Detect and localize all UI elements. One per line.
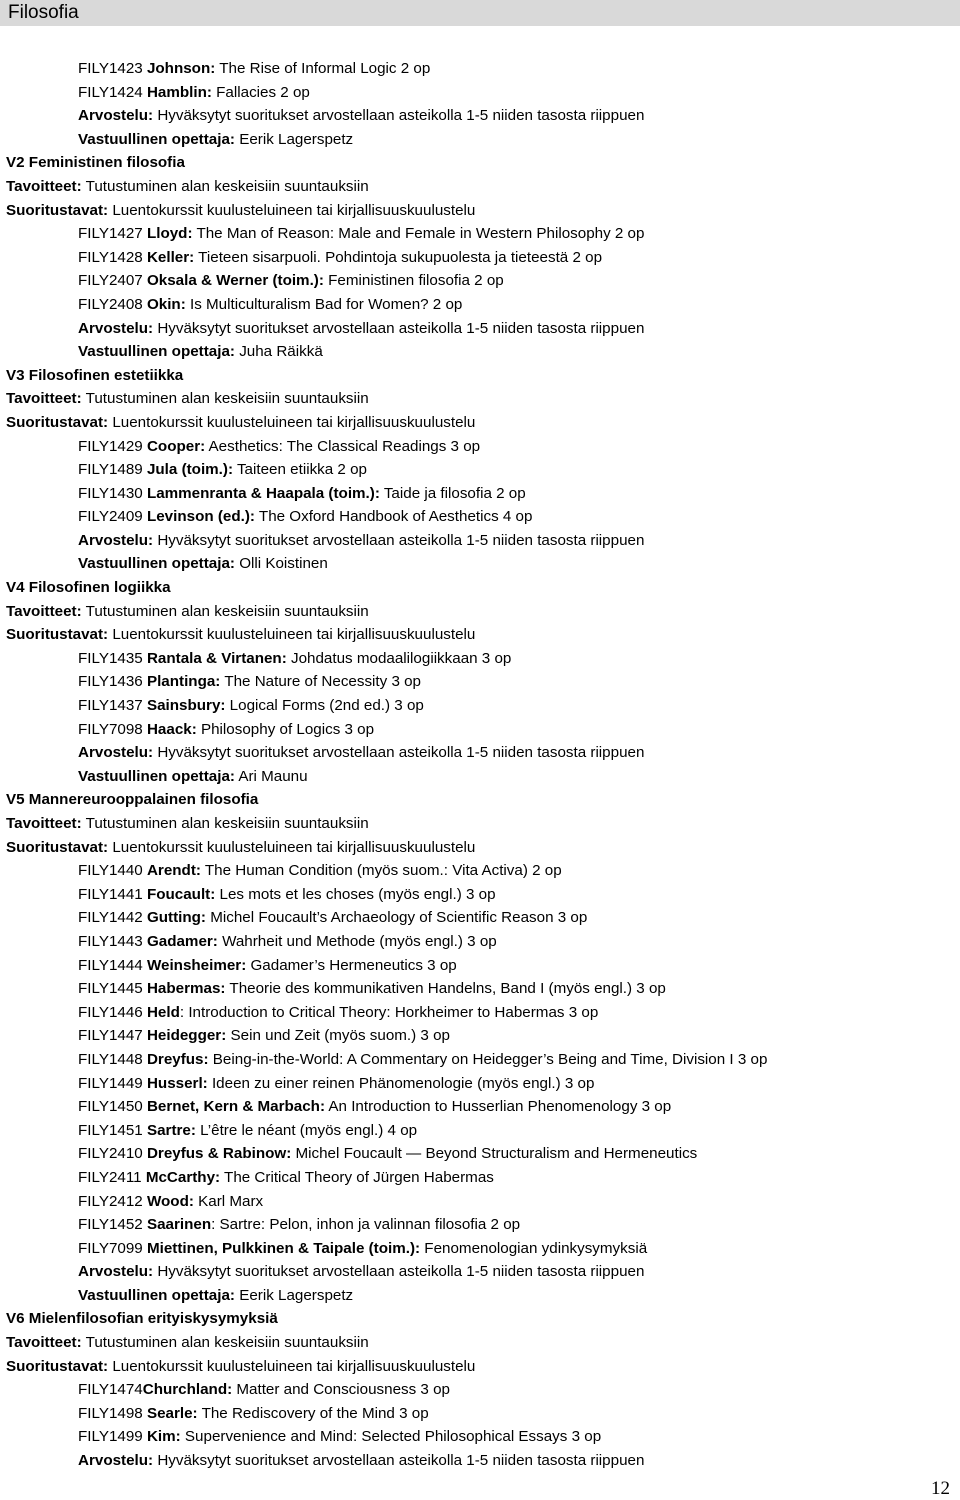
course-code: FILY1451	[78, 1121, 147, 1139]
bold-label: V5 Mannereurooppalainen filosofia	[6, 791, 259, 809]
line-text: Luentokurssit kuulusteluineen tai kirjallisuuskuulustelu	[108, 626, 476, 644]
bold-label: Johnson:	[146, 60, 216, 77]
course-code: FILY1498	[78, 1404, 147, 1422]
course-line	[0, 1402, 960, 1426]
bold-label: Arvostelu:	[78, 1263, 154, 1281]
line-text: Gadamer’s Hermeneutics 3 op	[246, 956, 457, 974]
line-text: Eerik Lagerspetz	[234, 1286, 354, 1304]
line-text: Luentokurssit kuulusteluineen tai kirjallisuuskuulustelu	[108, 201, 476, 219]
line-text: Theorie des kommunikativen Handelns, Band I (myös engl.) 3 op	[225, 980, 666, 998]
course-code: FILY1447	[78, 1027, 147, 1045]
bold-label: Lammenranta & Haapala (toim.):	[146, 484, 380, 502]
field-line	[0, 387, 960, 411]
line-text: Sein und Zeit (myös suom.) 3 op	[226, 1027, 450, 1045]
course-code: FILY1436	[78, 673, 147, 691]
course-code: FILY2407	[78, 272, 147, 290]
bold-label: V3 Filosofinen estetiikka	[6, 366, 184, 384]
bold-label: Tavoitteet:	[6, 1334, 82, 1352]
course-code: FILY1450	[78, 1098, 147, 1116]
bold-label: Vastuullinen opettaja:	[78, 555, 235, 573]
line-text: Olli Koistinen	[234, 555, 328, 573]
line-text: An Introduction to Husserlian Phenomenology 3 op	[325, 1098, 672, 1116]
bold-label: Tavoitteet:	[6, 815, 82, 832]
line-text: Wahrheit und Methode (myös engl.) 3 op	[217, 932, 497, 950]
line-text: Tutustuminen alan keskeisiin suuntauksiin	[81, 602, 369, 620]
line-text: Luentokurssit kuulusteluineen tai kirjallisuuskuulustelu	[108, 413, 476, 431]
line-text: Luentokurssit kuulusteluineen tai kirjallisuuskuulustelu	[108, 1357, 476, 1375]
field-line	[0, 529, 960, 553]
course-code: FILY2412	[78, 1192, 147, 1210]
course-line	[0, 269, 960, 293]
course-code: FILY1442	[78, 909, 147, 927]
page-number: 12	[931, 1478, 950, 1499]
course-line	[0, 1166, 960, 1190]
course-line	[0, 1072, 960, 1096]
bold-label: Suoritustavat:	[6, 838, 109, 856]
course-code: FILY1445	[78, 980, 147, 998]
bold-label: McCarthy:	[145, 1168, 221, 1186]
field-line	[0, 600, 960, 624]
field-line	[0, 812, 960, 836]
line-text: Fallacies 2 op	[211, 83, 310, 101]
bold-label: Wood:	[146, 1192, 194, 1210]
line-text: : Introduction to Critical Theory: Horkheimer to Habermas 3 op	[179, 1003, 599, 1021]
course-line	[0, 1095, 960, 1119]
line-text: Hyväksytyt suoritukset arvostellaan asteikolla 1-5 niiden tasosta riippuen	[153, 1263, 645, 1281]
bold-label: Oksala & Werner (toim.):	[146, 272, 324, 290]
field-line	[0, 1284, 960, 1308]
line-text: Supervenience and Mind: Selected Philosophical Essays 3 op	[180, 1428, 602, 1446]
bold-label: Plantinga:	[146, 673, 221, 691]
course-line	[0, 482, 960, 506]
bold-label: Vastuullinen opettaja:	[78, 1286, 235, 1304]
line-text: The Oxford Handbook of Aesthetics 4 op	[254, 508, 533, 526]
course-line	[0, 1237, 960, 1261]
bold-label: Hamblin:	[146, 83, 212, 101]
bold-label: Weinsheimer:	[146, 956, 247, 974]
bold-label: Rantala & Virtanen:	[146, 649, 287, 667]
bold-label: Cooper:	[146, 437, 206, 455]
course-code: FILY1443	[78, 932, 147, 950]
line-text: The Rediscovery of the Mind 3 op	[197, 1404, 429, 1422]
course-code: FILY1437	[78, 697, 147, 715]
line-text: Feministinen filosofia 2 op	[323, 272, 504, 290]
bold-label: V6 Mielenfilosofian erityiskysymyksiä	[6, 1310, 278, 1328]
course-line	[0, 1001, 960, 1025]
line-text: Is Multiculturalism Bad for Women? 2 op	[185, 295, 463, 313]
bold-label: Tavoitteet:	[6, 602, 82, 620]
bold-label: Tavoitteet:	[6, 177, 82, 195]
field-line	[0, 1355, 960, 1379]
line-text: Taide ja filosofia 2 op	[379, 484, 526, 502]
course-line	[0, 670, 960, 694]
line-text: The Rise of Informal Logic 2 op	[215, 60, 431, 77]
line-text: Hyväksytyt suoritukset arvostellaan asteikolla 1-5 niiden tasosta riippuen	[153, 107, 645, 125]
course-code: FILY7099	[78, 1239, 147, 1257]
bold-label: Haack:	[146, 720, 197, 738]
bold-label: Held	[146, 1003, 180, 1021]
course-line	[0, 1024, 960, 1048]
line-text: Tutustuminen alan keskeisiin suuntauksiin	[81, 815, 369, 832]
course-line	[0, 718, 960, 742]
line-text: Philosophy of Logics 3 op	[196, 720, 375, 738]
bold-label: Miettinen, Pulkkinen & Taipale (toim.):	[146, 1239, 421, 1257]
course-line	[0, 246, 960, 270]
line-text: Taiteen etiikka 2 op	[233, 461, 367, 479]
bold-label: Suoritustavat:	[6, 413, 109, 431]
section-heading	[0, 788, 960, 812]
line-text: Logical Forms (2nd ed.) 3 op	[225, 697, 424, 715]
field-line	[0, 199, 960, 223]
line-text: Tutustuminen alan keskeisiin suuntauksiin	[81, 1334, 369, 1352]
course-line	[0, 1119, 960, 1143]
field-line	[0, 411, 960, 435]
bold-label: V4 Filosofinen logiikka	[6, 579, 171, 597]
bold-label: Searle:	[146, 1404, 198, 1422]
line-text: Eerik Lagerspetz	[234, 130, 354, 148]
course-line	[0, 1213, 960, 1237]
bold-label: Tavoitteet:	[6, 390, 82, 408]
bold-label: Vastuullinen opettaja:	[78, 130, 235, 148]
page-header	[0, 0, 960, 26]
course-line	[0, 435, 960, 459]
field-line	[0, 552, 960, 576]
line-text: Hyväksytyt suoritukset arvostellaan asteikolla 1-5 niiden tasosta riippuen	[153, 744, 645, 762]
course-code: FILY1444	[78, 956, 147, 974]
course-code: FILY1428	[78, 248, 147, 266]
line-text: Tutustuminen alan keskeisiin suuntauksiin	[81, 390, 369, 408]
bold-label: Jula (toim.):	[146, 461, 234, 479]
line-text: The Man of Reason: Male and Female in Western Philosophy 2 op	[192, 225, 645, 243]
section-heading	[0, 1307, 960, 1331]
course-code: FILY1435	[78, 649, 147, 667]
field-line	[0, 1260, 960, 1284]
course-code: FILY7098	[78, 720, 147, 738]
bold-label: Gutting:	[146, 909, 206, 927]
field-line	[0, 175, 960, 199]
bold-label: Arvostelu:	[78, 319, 154, 337]
course-code: FILY1474	[78, 1381, 143, 1399]
line-text: Luentokurssit kuulusteluineen tai kirjallisuuskuulustelu	[108, 838, 476, 856]
line-text: The Critical Theory of Jürgen Habermas	[220, 1168, 494, 1186]
course-line	[0, 458, 960, 482]
course-line	[0, 977, 960, 1001]
line-text: Karl Marx	[193, 1192, 264, 1210]
bold-label: Arendt:	[146, 862, 201, 880]
course-line	[0, 81, 960, 105]
field-line	[0, 836, 960, 860]
field-line	[0, 340, 960, 364]
course-code: FILY1452	[78, 1216, 147, 1234]
line-text: Hyväksytyt suoritukset arvostellaan asteikolla 1-5 niiden tasosta riippuen	[153, 531, 645, 549]
bold-label: Lloyd:	[146, 225, 193, 243]
course-code: FILY1449	[78, 1074, 147, 1092]
field-line	[0, 765, 960, 789]
course-code: FILY1429	[78, 437, 147, 455]
course-code: FILY2411	[78, 1168, 146, 1186]
course-code: FILY1446	[78, 1003, 147, 1021]
course-line	[0, 57, 960, 81]
line-text: : Sartre: Pelon, inhon ja valinnan filosofia 2 op	[211, 1216, 521, 1234]
bold-label: Gadamer:	[146, 932, 218, 950]
line-text: Johdatus modaalilogiikkaan 3 op	[286, 649, 512, 667]
line-text: The Human Condition (myös suom.: Vita Activa) 2 op	[200, 862, 562, 880]
course-code: FILY1440	[78, 862, 147, 880]
course-code: FILY1441	[78, 885, 147, 903]
bold-label: Vastuullinen opettaja:	[78, 343, 235, 361]
field-line	[0, 1449, 960, 1473]
line-text: Les mots et les choses (myös engl.) 3 op	[215, 885, 496, 903]
bold-label: Okin:	[146, 295, 186, 313]
course-line	[0, 1378, 960, 1402]
field-line	[0, 623, 960, 647]
line-text: Michel Foucault’s Archaeology of Scientific Reason 3 op	[206, 909, 588, 927]
line-text: Hyväksytyt suoritukset arvostellaan asteikolla 1-5 niiden tasosta riippuen	[153, 319, 645, 337]
bold-label: Habermas:	[146, 980, 226, 998]
document-body	[0, 57, 960, 1473]
course-line	[0, 505, 960, 529]
course-code: FILY1430	[78, 484, 147, 502]
line-text: Fenomenologian ydinkysymyksiä	[420, 1239, 648, 1257]
bold-label: V2 Feministinen filosofia	[6, 154, 185, 172]
field-line	[0, 1331, 960, 1355]
line-text: Ideen zu einer reinen Phänomenologie (myös engl.) 3 op	[207, 1074, 595, 1092]
bold-label: Dreyfus & Rabinow:	[146, 1145, 292, 1163]
course-code: FILY1424	[78, 83, 147, 101]
bold-label: Suoritustavat:	[6, 1357, 109, 1375]
bold-label: Sainsbury:	[146, 697, 226, 715]
course-line	[0, 647, 960, 671]
course-line	[0, 859, 960, 883]
course-line	[0, 694, 960, 718]
section-heading	[0, 364, 960, 388]
course-line	[0, 883, 960, 907]
line-text: The Nature of Necessity 3 op	[220, 673, 422, 691]
bold-label: Suoritustavat:	[6, 201, 109, 219]
course-code: FILY1423	[78, 60, 147, 77]
bold-label: Sartre:	[146, 1121, 196, 1139]
line-text: Matter and Consciousness 3 op	[232, 1381, 450, 1399]
course-code: FILY1489	[78, 461, 147, 479]
line-text: Juha Räikkä	[234, 343, 323, 361]
course-code: FILY1499	[78, 1428, 147, 1446]
field-line	[0, 741, 960, 765]
bold-label: Arvostelu:	[78, 1452, 154, 1470]
bold-label: Dreyfus:	[146, 1050, 209, 1068]
line-text: Michel Foucault — Beyond Structuralism and Hermeneutics	[291, 1145, 698, 1163]
course-line	[0, 906, 960, 930]
field-line	[0, 104, 960, 128]
bold-label: Husserl:	[146, 1074, 208, 1092]
bold-label: Bernet, Kern & Marbach:	[146, 1098, 326, 1116]
course-code: FILY2410	[78, 1145, 147, 1163]
course-line	[0, 1142, 960, 1166]
bold-label: Levinson (ed.):	[146, 508, 255, 526]
field-line	[0, 317, 960, 341]
course-line	[0, 1048, 960, 1072]
line-text: Aesthetics: The Classical Readings 3 op	[205, 437, 481, 455]
course-line	[0, 293, 960, 317]
bold-label: Vastuullinen opettaja:	[78, 767, 235, 785]
course-code: FILY1427	[78, 225, 147, 243]
section-heading	[0, 151, 960, 175]
bold-label: Arvostelu:	[78, 744, 154, 762]
line-text: Tieteen sisarpuoli. Pohdintoja sukupuolesta ja tieteestä 2 op	[194, 248, 603, 266]
line-text: Tutustuminen alan keskeisiin suuntauksiin	[81, 177, 369, 195]
header-title: Filosofia	[8, 2, 79, 23]
course-code: FILY2408	[78, 295, 147, 313]
course-line	[0, 930, 960, 954]
line-text: Ari Maunu	[234, 767, 308, 785]
section-heading	[0, 576, 960, 600]
bold-label: Arvostelu:	[78, 107, 154, 125]
bold-label: Heidegger:	[146, 1027, 227, 1045]
line-text: L’être le néant (myös engl.) 4 op	[195, 1121, 418, 1139]
line-text: Being-in-the-World: A Commentary on Heidegger’s Being and Time, Division I 3 op	[208, 1050, 768, 1068]
course-line	[0, 222, 960, 246]
course-line	[0, 1190, 960, 1214]
bold-label: Keller:	[146, 248, 195, 266]
line-text: Hyväksytyt suoritukset arvostellaan asteikolla 1-5 niiden tasosta riippuen	[153, 1452, 645, 1470]
course-line	[0, 954, 960, 978]
bold-label: Kim:	[146, 1428, 181, 1446]
course-code: FILY1448	[78, 1050, 147, 1068]
course-line	[0, 1425, 960, 1449]
bold-label: Churchland:	[142, 1381, 233, 1399]
bold-label: Arvostelu:	[78, 531, 154, 549]
bold-label: Suoritustavat:	[6, 626, 109, 644]
bold-label: Foucault:	[146, 885, 216, 903]
course-code: FILY2409	[78, 508, 147, 526]
bold-label: Saarinen	[146, 1216, 212, 1234]
field-line	[0, 128, 960, 152]
